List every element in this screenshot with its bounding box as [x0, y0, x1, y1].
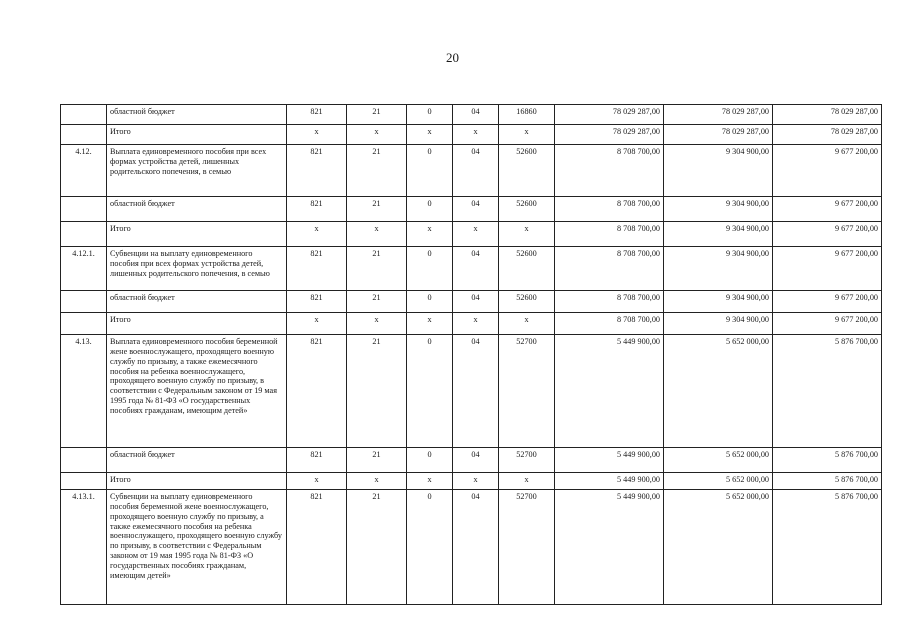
code-subprogram: x	[407, 313, 453, 335]
code-event: 04	[453, 197, 499, 222]
code-ministry: x	[287, 473, 347, 490]
code-subprogram: 0	[407, 197, 453, 222]
code-program: x	[347, 313, 407, 335]
row-number	[61, 125, 107, 145]
code-program: x	[347, 125, 407, 145]
table-row	[61, 197, 882, 222]
amount-year-1: 8 708 700,00	[555, 291, 664, 313]
row-number: 4.13.1.	[61, 490, 107, 605]
code-subprogram: x	[407, 222, 453, 247]
code-direction: 52700	[499, 335, 555, 448]
code-ministry: 821	[287, 335, 347, 448]
table-row	[61, 222, 882, 247]
code-ministry: 821	[287, 145, 347, 197]
table-row	[61, 125, 882, 145]
table-row	[61, 247, 882, 291]
amount-year-1: 5 449 900,00	[555, 490, 664, 605]
amount-year-3: 9 677 200,00	[773, 145, 882, 197]
code-event: x	[453, 313, 499, 335]
table-row	[61, 291, 882, 313]
row-name: Субвенции на выплату единовременного пособия при всех формах устройства детей, лишенных родительского попечения, в семью	[107, 247, 287, 291]
code-program: x	[347, 473, 407, 490]
amount-year-2: 9 304 900,00	[664, 222, 773, 247]
table-row	[61, 335, 882, 448]
amount-year-3: 5 876 700,00	[773, 448, 882, 473]
table-row	[61, 448, 882, 473]
code-direction: 16860	[499, 105, 555, 125]
amount-year-2: 5 652 000,00	[664, 335, 773, 448]
code-subprogram: 0	[407, 335, 453, 448]
code-program: 21	[347, 105, 407, 125]
code-event: x	[453, 222, 499, 247]
code-subprogram: x	[407, 125, 453, 145]
row-number	[61, 473, 107, 490]
code-program: 21	[347, 247, 407, 291]
code-direction: 52600	[499, 291, 555, 313]
code-ministry: x	[287, 222, 347, 247]
code-subprogram: 0	[407, 490, 453, 605]
row-number: 4.12.1.	[61, 247, 107, 291]
amount-year-1: 8 708 700,00	[555, 197, 664, 222]
code-ministry: 821	[287, 105, 347, 125]
amount-year-2: 9 304 900,00	[664, 145, 773, 197]
code-direction: 52700	[499, 448, 555, 473]
table-row	[61, 490, 882, 605]
code-event: 04	[453, 490, 499, 605]
code-subprogram: x	[407, 473, 453, 490]
row-number	[61, 291, 107, 313]
code-program: x	[347, 222, 407, 247]
amount-year-1: 78 029 287,00	[555, 105, 664, 125]
amount-year-2: 78 029 287,00	[664, 105, 773, 125]
code-program: 21	[347, 448, 407, 473]
row-name: Итого	[107, 222, 287, 247]
table-row	[61, 105, 882, 125]
code-direction: 52600	[499, 145, 555, 197]
code-event: 04	[453, 448, 499, 473]
code-subprogram: 0	[407, 105, 453, 125]
code-direction: x	[499, 222, 555, 247]
code-event: 04	[453, 335, 499, 448]
budget-table	[60, 104, 882, 605]
row-number: 4.13.	[61, 335, 107, 448]
row-number	[61, 448, 107, 473]
amount-year-3: 5 876 700,00	[773, 490, 882, 605]
row-number	[61, 222, 107, 247]
code-ministry: 821	[287, 197, 347, 222]
code-direction: 52700	[499, 490, 555, 605]
amount-year-1: 8 708 700,00	[555, 247, 664, 291]
row-name: областной бюджет	[107, 448, 287, 473]
code-direction: x	[499, 313, 555, 335]
amount-year-1: 8 708 700,00	[555, 313, 664, 335]
code-program: 21	[347, 335, 407, 448]
code-subprogram: 0	[407, 291, 453, 313]
amount-year-2: 5 652 000,00	[664, 473, 773, 490]
code-direction: 52600	[499, 247, 555, 291]
code-direction: x	[499, 125, 555, 145]
row-name: областной бюджет	[107, 291, 287, 313]
amount-year-2: 5 652 000,00	[664, 490, 773, 605]
amount-year-3: 9 677 200,00	[773, 291, 882, 313]
row-name: областной бюджет	[107, 105, 287, 125]
code-program: 21	[347, 145, 407, 197]
row-name: областной бюджет	[107, 197, 287, 222]
code-subprogram: 0	[407, 247, 453, 291]
amount-year-1: 5 449 900,00	[555, 448, 664, 473]
amount-year-3: 9 677 200,00	[773, 222, 882, 247]
amount-year-3: 5 876 700,00	[773, 473, 882, 490]
code-program: 21	[347, 490, 407, 605]
code-ministry: x	[287, 125, 347, 145]
row-number	[61, 313, 107, 335]
code-ministry: x	[287, 313, 347, 335]
amount-year-2: 9 304 900,00	[664, 291, 773, 313]
amount-year-3: 9 677 200,00	[773, 313, 882, 335]
table-row	[61, 313, 882, 335]
row-number: 4.12.	[61, 145, 107, 197]
code-event: 04	[453, 291, 499, 313]
row-name: Итого	[107, 125, 287, 145]
code-program: 21	[347, 291, 407, 313]
page-number: 20	[446, 50, 459, 65]
row-number	[61, 105, 107, 125]
amount-year-2: 5 652 000,00	[664, 448, 773, 473]
amount-year-2: 9 304 900,00	[664, 313, 773, 335]
amount-year-2: 78 029 287,00	[664, 125, 773, 145]
code-event: x	[453, 473, 499, 490]
row-name: Выплата единовременного пособия при всех формах устройства детей, лишенных родительского попечения, в семью	[107, 145, 287, 197]
amount-year-3: 9 677 200,00	[773, 247, 882, 291]
amount-year-2: 9 304 900,00	[664, 197, 773, 222]
code-event: 04	[453, 145, 499, 197]
code-direction: 52600	[499, 197, 555, 222]
amount-year-3: 9 677 200,00	[773, 197, 882, 222]
row-name: Выплата единовременного пособия беременной жене военнослужащего, проходящего военную службу по призыву, а также ежемесячного пособия на ребенка военнослужащего, проходящего военную службу по призыву, в соответствии с Федеральным законом от 19 мая 1995 года № 81-ФЗ «О государственных пособиях гражданам, имеющим детей»	[107, 335, 287, 448]
code-event: 04	[453, 247, 499, 291]
amount-year-1: 5 449 900,00	[555, 473, 664, 490]
row-name: Итого	[107, 313, 287, 335]
row-number	[61, 197, 107, 222]
code-program: 21	[347, 197, 407, 222]
table-row	[61, 473, 882, 490]
row-name: Итого	[107, 473, 287, 490]
amount-year-3: 5 876 700,00	[773, 335, 882, 448]
code-ministry: 821	[287, 490, 347, 605]
code-direction: x	[499, 473, 555, 490]
amount-year-1: 8 708 700,00	[555, 222, 664, 247]
code-subprogram: 0	[407, 145, 453, 197]
amount-year-2: 9 304 900,00	[664, 247, 773, 291]
amount-year-1: 5 449 900,00	[555, 335, 664, 448]
code-event: 04	[453, 105, 499, 125]
row-name: Субвенции на выплату единовременного пособия беременной жене военнослужащего, проходящего военную службу по призыву, а также ежемесячного пособия на ребенка военнослужащего, проходящего военную службу по призыву, в соответствии с Федеральным законом от 19 мая 1995 года № 81-ФЗ «О государственных пособиях гражданам, имеющим детей»	[107, 490, 287, 605]
code-ministry: 821	[287, 448, 347, 473]
code-subprogram: 0	[407, 448, 453, 473]
amount-year-1: 8 708 700,00	[555, 145, 664, 197]
table-row	[61, 145, 882, 197]
amount-year-3: 78 029 287,00	[773, 125, 882, 145]
amount-year-3: 78 029 287,00	[773, 105, 882, 125]
code-ministry: 821	[287, 291, 347, 313]
code-event: x	[453, 125, 499, 145]
amount-year-1: 78 029 287,00	[555, 125, 664, 145]
code-ministry: 821	[287, 247, 347, 291]
